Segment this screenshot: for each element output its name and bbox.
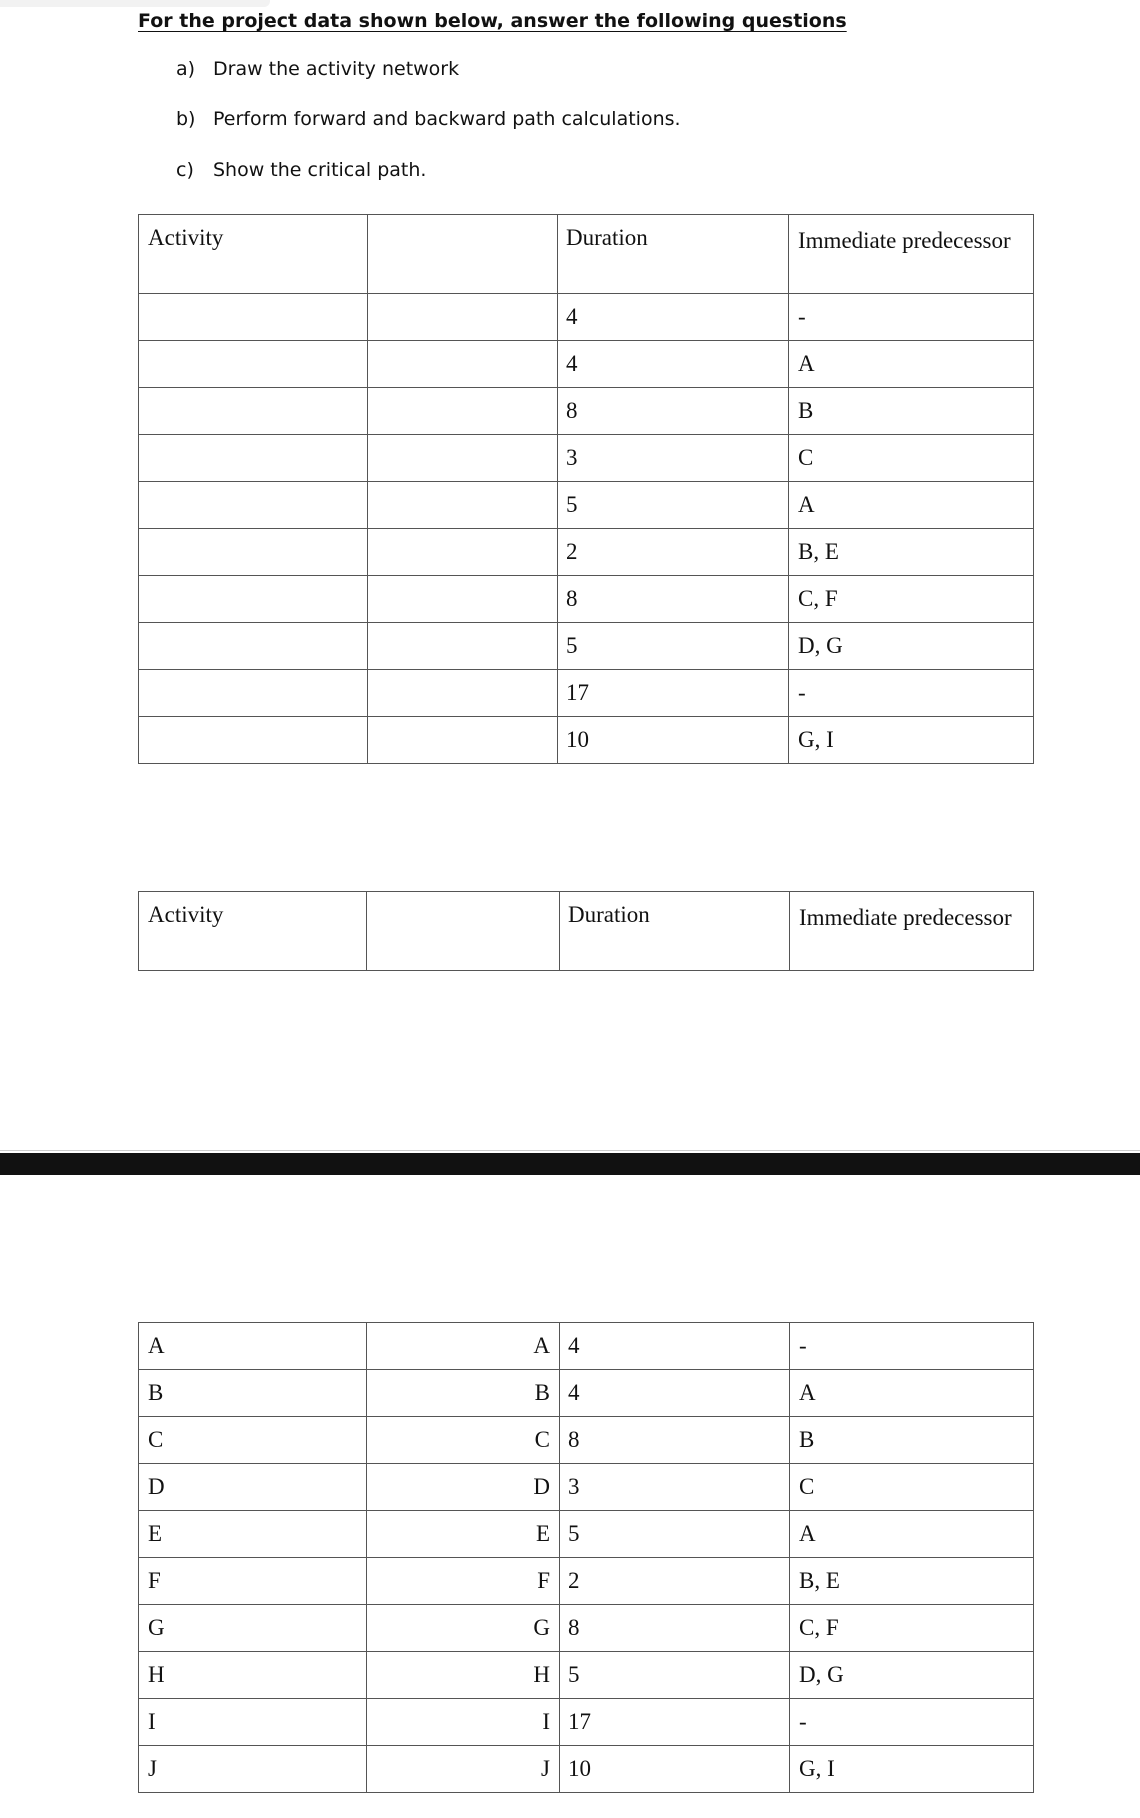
question-letter: a) [176,58,196,80]
cell-duration: 3 [560,1464,790,1511]
header-activity: Activity [139,892,367,971]
cell-duration: 4 [560,1370,790,1417]
cell-activity [139,435,368,482]
cell-blank [368,717,558,764]
cell-label: F [367,1558,560,1605]
header-blank [367,892,560,971]
table-row [139,1605,1034,1652]
cell-duration: 3 [558,435,789,482]
table-row [139,529,1034,576]
cell-blank [368,576,558,623]
table-row [139,1323,1034,1370]
cell-predecessor: A [789,341,1034,388]
cell-activity [139,670,368,717]
question-text: Perform forward and backward path calculations. [213,108,681,130]
cell-activity [139,576,368,623]
cell-predecessor: - [789,670,1034,717]
cell-activity: E [139,1511,367,1558]
header-duration: Duration [560,892,790,971]
table-row [139,435,1034,482]
cell-predecessor: A [790,1370,1034,1417]
cell-blank [368,388,558,435]
cell-duration: 2 [558,529,789,576]
cell-activity [139,294,368,341]
cell-activity [139,388,368,435]
cell-activity: C [139,1417,367,1464]
table-row [139,717,1034,764]
cell-activity: B [139,1370,367,1417]
cell-duration: 8 [560,1605,790,1652]
cell-activity [139,482,368,529]
table-row [139,1511,1034,1558]
cell-label: J [367,1746,560,1793]
table-row [139,623,1034,670]
cell-duration: 10 [560,1746,790,1793]
header-activity: Activity [139,215,368,294]
cell-duration: 5 [560,1511,790,1558]
question-letter: b) [176,108,196,130]
table-row [139,1699,1034,1746]
cell-activity [139,341,368,388]
table-row [139,1464,1034,1511]
table-row [139,1370,1034,1417]
cell-label: I [367,1699,560,1746]
cell-predecessor: G, I [789,717,1034,764]
cell-predecessor: - [790,1323,1034,1370]
cell-predecessor: A [789,482,1034,529]
cell-duration: 17 [558,670,789,717]
table-row [139,1652,1034,1699]
cell-activity: F [139,1558,367,1605]
question-text: Show the critical path. [213,159,427,181]
cell-activity [139,717,368,764]
cell-duration: 4 [560,1323,790,1370]
table-header-row [139,892,1034,971]
cell-label: D [367,1464,560,1511]
top-strip [0,0,270,7]
cell-duration: 10 [558,717,789,764]
cell-predecessor: B, E [790,1558,1034,1605]
cell-label: C [367,1417,560,1464]
cell-duration: 5 [558,623,789,670]
cell-predecessor: B [790,1417,1034,1464]
cell-predecessor: G, I [790,1746,1034,1793]
question-letter: c) [176,159,194,181]
question-c [176,159,426,181]
cell-blank [368,294,558,341]
cell-blank [368,435,558,482]
cell-activity: D [139,1464,367,1511]
page-heading: For the project data shown below, answer the following questions [138,10,847,32]
header-predecessor: Immediate predecessor [790,892,1034,971]
table-row [139,1417,1034,1464]
cell-activity: H [139,1652,367,1699]
cell-predecessor: - [789,294,1034,341]
cell-blank [368,341,558,388]
cell-duration: 4 [558,341,789,388]
cell-activity [139,623,368,670]
table-row [139,388,1034,435]
cell-predecessor: A [790,1511,1034,1558]
question-b [176,108,681,130]
table-row [139,294,1034,341]
cell-blank [368,670,558,717]
header-predecessor: Immediate predecessor [789,215,1034,294]
activity-table-1 [138,214,1034,764]
table-header-row [139,215,1034,294]
cell-activity: I [139,1699,367,1746]
cell-duration: 8 [558,576,789,623]
table-row [139,482,1034,529]
cell-predecessor: C, F [790,1605,1034,1652]
table-row [139,1746,1034,1793]
cell-duration: 5 [560,1652,790,1699]
cell-predecessor: C, F [789,576,1034,623]
cell-label: B [367,1370,560,1417]
cell-activity: G [139,1605,367,1652]
table-row [139,670,1034,717]
cell-predecessor: D, G [790,1652,1034,1699]
cell-blank [368,623,558,670]
divider-line [0,1150,1140,1151]
cell-duration: 2 [560,1558,790,1605]
table-row [139,341,1034,388]
cell-duration: 5 [558,482,789,529]
cell-predecessor: B [789,388,1034,435]
question-a [176,58,459,80]
cell-predecessor: D, G [789,623,1034,670]
cell-duration: 4 [558,294,789,341]
cell-label: H [367,1652,560,1699]
cell-predecessor: B, E [789,529,1034,576]
header-blank [368,215,558,294]
cell-duration: 17 [560,1699,790,1746]
table-row [139,1558,1034,1605]
question-text: Draw the activity network [213,58,460,80]
page-divider-bar [0,1153,1140,1175]
cell-duration: 8 [560,1417,790,1464]
cell-activity: J [139,1746,367,1793]
cell-predecessor: - [790,1699,1034,1746]
cell-label: A [367,1323,560,1370]
cell-label: G [367,1605,560,1652]
cell-predecessor: C [789,435,1034,482]
activity-table-2 [138,891,1034,971]
cell-blank [368,529,558,576]
cell-label: E [367,1511,560,1558]
activity-table-3 [138,1322,1034,1793]
cell-predecessor: C [790,1464,1034,1511]
cell-activity: A [139,1323,367,1370]
cell-duration: 8 [558,388,789,435]
cell-activity [139,529,368,576]
header-duration: Duration [558,215,789,294]
cell-blank [368,482,558,529]
table-row [139,576,1034,623]
